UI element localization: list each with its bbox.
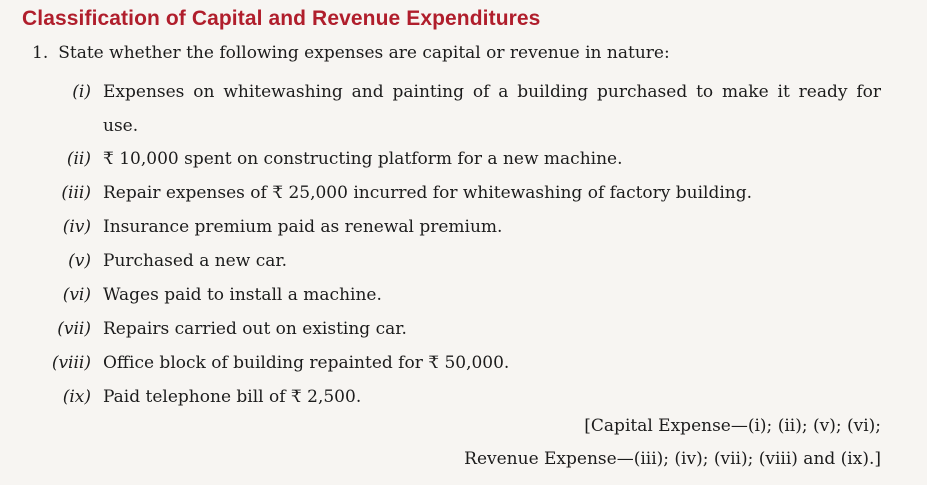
answer-capital: [Capital Expense—(i); (ii); (v); (vi); <box>584 416 881 436</box>
item-number: (vii) <box>57 319 91 339</box>
list-item <box>0 177 927 211</box>
item-text: Office block of building repainted for ₹ 50,000. <box>103 353 510 373</box>
list-item <box>0 143 927 177</box>
item-text: Repairs carried out on existing car. <box>103 319 407 339</box>
item-number: (ii) <box>66 149 91 169</box>
answer-key <box>464 410 881 476</box>
item-text: Expenses on whitewashing and painting of a building purchased to make it ready for use. <box>103 82 881 136</box>
list-item <box>0 211 927 245</box>
item-number: (vi) <box>62 285 91 305</box>
answer-revenue: Revenue Expense—(iii); (iv); (vii); (viii) and (ix).] <box>464 449 881 469</box>
item-text: Paid telephone bill of ₹ 2,500. <box>103 387 362 407</box>
item-number: (iii) <box>61 183 91 203</box>
item-text: ₹ 10,000 spent on constructing platform for a new machine. <box>103 149 623 169</box>
list-item <box>0 76 927 143</box>
item-text: Insurance premium paid as renewal premium. <box>103 217 503 237</box>
item-number: (v) <box>68 251 91 271</box>
item-text: Repair expenses of ₹ 25,000 incurred for whitewashing of factory building. <box>103 183 753 203</box>
expense-list <box>0 76 927 415</box>
list-item <box>0 279 927 313</box>
item-number: (viii) <box>51 353 91 373</box>
list-item <box>0 313 927 347</box>
item-text: Wages paid to install a machine. <box>103 285 382 305</box>
section-heading: Classification of Capital and Revenue Expenditures <box>22 7 541 30</box>
list-item <box>0 245 927 279</box>
item-number: (iv) <box>62 217 91 237</box>
question <box>32 43 670 63</box>
question-text: State whether the following expenses are capital or revenue in nature: <box>58 43 670 63</box>
item-number: (ix) <box>62 387 91 407</box>
item-text: Purchased a new car. <box>103 251 288 271</box>
item-number: (i) <box>72 82 91 102</box>
list-item <box>0 347 927 381</box>
question-number: 1. <box>32 43 49 63</box>
